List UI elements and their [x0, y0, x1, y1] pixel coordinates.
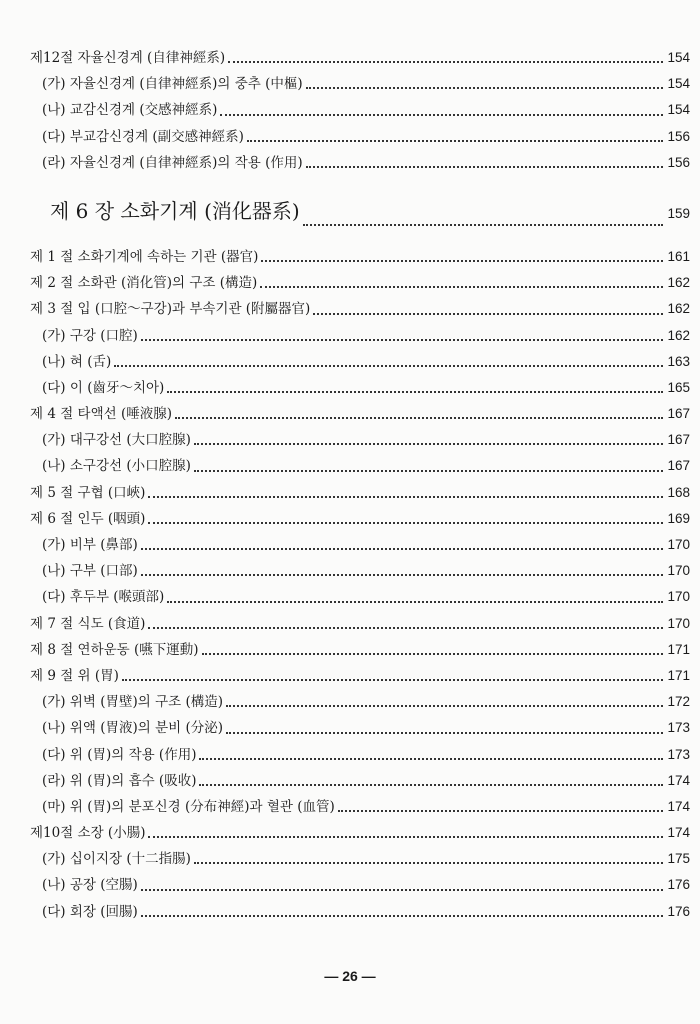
toc-entry-label: 제 5 절 구협 (口峽) [30, 484, 146, 501]
toc-entry-label: (다) 부교감신경계 (副交感神經系) [42, 128, 244, 145]
toc-entry-section [30, 270, 690, 296]
dot-leader [260, 286, 663, 288]
toc-entry-page-number: 156 [667, 154, 690, 170]
toc-entry-label: (다) 후두부 (喉頭部) [42, 589, 165, 606]
toc-entry-sub [30, 97, 690, 123]
dot-leader [148, 496, 663, 498]
dot-leader [303, 224, 664, 226]
toc-entry-section [30, 611, 690, 637]
dot-leader [202, 653, 664, 655]
dot-leader [141, 548, 664, 550]
dot-leader [226, 732, 663, 734]
toc-entry-label: (나) 위액 (胃液)의 분비 (分泌) [42, 720, 224, 737]
toc-entry-section [30, 244, 690, 270]
toc-entry-page-number: 176 [667, 877, 690, 893]
toc-entry-sub [30, 899, 690, 925]
dot-leader [261, 260, 663, 262]
dot-leader [148, 522, 663, 524]
toc-entry-page-number: 172 [667, 694, 690, 710]
toc-entry-page-number: 175 [667, 851, 690, 867]
dot-leader [167, 601, 663, 603]
toc-entry-label: (나) 공장 (空腸) [42, 877, 138, 894]
dot-leader [338, 810, 664, 812]
toc-entry-page-number: 170 [667, 563, 690, 579]
page-number-footer: — 26 — [324, 968, 376, 984]
toc-entry-sub [30, 150, 690, 176]
dot-leader [148, 627, 663, 629]
toc-entry-section [30, 820, 690, 846]
toc-entry-label: (라) 자율신경계 (自律神經系)의 작용 (作用) [42, 154, 303, 171]
toc-entry-section [30, 506, 690, 532]
dot-leader [148, 836, 663, 838]
dot-leader [199, 784, 663, 786]
toc-entry-section [30, 637, 690, 663]
toc-entry-page-number: 170 [667, 589, 690, 605]
toc-entry-sub [30, 453, 690, 479]
toc-entry-label: (가) 십이지장 (十二指腸) [42, 851, 191, 868]
toc-entry-page-number: 167 [667, 432, 690, 448]
toc-entry-page-number: 159 [667, 205, 690, 221]
toc-entry-sub [30, 349, 690, 375]
dot-leader [194, 443, 664, 445]
toc-entry-label: 제12절 자율신경계 (自律神經系) [30, 50, 226, 66]
toc-entry-label: (나) 혀 (舌) [42, 353, 112, 370]
dot-leader [247, 140, 664, 142]
toc-entry-label: (가) 대구강선 (大口腔腺) [42, 432, 191, 449]
toc-entry-page-number: 174 [667, 825, 690, 841]
toc-entry-sub [30, 689, 690, 715]
dot-leader [199, 758, 663, 760]
toc-entry-page-number: 165 [667, 379, 690, 395]
toc-entry-page-number: 154 [667, 102, 690, 118]
dot-leader [167, 391, 663, 393]
toc-entry-page-number: 167 [667, 458, 690, 474]
dot-leader [141, 339, 664, 341]
toc-entry-label: (나) 소구강선 (小口腔腺) [42, 458, 191, 475]
table-of-contents [30, 45, 690, 925]
toc-entry-page-number: 174 [667, 772, 690, 788]
dot-leader [141, 889, 664, 891]
dot-leader [141, 915, 664, 917]
toc-entry-sub [30, 124, 690, 150]
toc-entry-section [30, 45, 690, 71]
dot-leader [175, 417, 663, 419]
toc-entry-label: (다) 위 (胃)의 작용 (作用) [42, 746, 197, 763]
toc-entry-page-number: 154 [667, 50, 690, 65]
toc-entry-page-number: 167 [667, 406, 690, 422]
toc-entry-section [30, 480, 690, 506]
toc-entry-label: 제 7 절 식도 (食道) [30, 615, 146, 632]
toc-entry-page-number: 156 [667, 128, 690, 144]
dot-leader [114, 365, 663, 367]
toc-entry-page-number: 170 [667, 537, 690, 552]
toc-entry-sub [30, 427, 690, 453]
toc-entry-label: (나) 교감신경계 (交感神經系) [42, 102, 218, 119]
toc-entry-sub [30, 715, 690, 741]
toc-entry-page-number: 168 [667, 484, 690, 500]
toc-entry-label: 제 4 절 타액선 (唾液腺) [30, 406, 172, 423]
toc-entry-label: (가) 비부 (鼻部) [42, 537, 138, 553]
toc-entry-label: 제 6 절 인두 (咽頭) [30, 510, 146, 527]
toc-entry-page-number: 173 [667, 720, 690, 736]
toc-entry-label: (가) 위벽 (胃壁)의 구조 (構造) [42, 694, 224, 711]
toc-entry-page-number: 171 [667, 641, 690, 657]
toc-entry-label: (가) 자율신경계 (自律神經系)의 중추 (中樞) [42, 76, 303, 93]
toc-entry-page-number: 174 [667, 798, 690, 814]
toc-entry-sub [30, 742, 690, 768]
dot-leader [226, 705, 663, 707]
toc-entry-section [30, 663, 690, 689]
dot-leader [313, 313, 663, 315]
toc-entry-section [30, 401, 690, 427]
toc-entry-page-number: 154 [667, 76, 690, 92]
toc-entry-label: (라) 위 (胃)의 흡수 (吸收) [42, 772, 197, 789]
dot-leader [141, 574, 664, 576]
toc-entry-page-number: 173 [667, 746, 690, 762]
toc-entry-sub [30, 872, 690, 898]
toc-entry-label: 제 6 장 소화기계 (消化器系) [50, 198, 300, 223]
toc-entry-sub [30, 846, 690, 872]
toc-entry-label: (마) 위 (胃)의 분포신경 (分布神經)과 혈관 (血管) [42, 798, 335, 815]
toc-entry-sub [30, 375, 690, 401]
dot-leader [220, 114, 663, 116]
toc-entry-section [30, 296, 690, 322]
toc-entry-page-number: 161 [667, 248, 690, 264]
toc-entry-page-number: 176 [667, 903, 690, 919]
toc-entry-sub [30, 71, 690, 97]
toc-entry-page-number: 163 [667, 353, 690, 369]
toc-entry-label: (다) 이 (齒牙～치아) [42, 379, 165, 396]
toc-entry-label: 제 3 절 입 (口腔～구강)과 부속기관 (附屬器官) [30, 301, 311, 318]
toc-entry-sub [30, 532, 690, 558]
toc-entry-label: (가) 구강 (口腔) [42, 327, 138, 344]
toc-entry-sub [30, 584, 690, 610]
toc-entry-page-number: 170 [667, 615, 690, 631]
toc-entry-label: 제 8 절 연하운동 (嚥下運動) [30, 641, 199, 658]
toc-entry-label: 제 1 절 소화기계에 속하는 기관 (器官) [30, 248, 259, 265]
toc-entry-label: (다) 회장 (回腸) [42, 903, 138, 920]
toc-entry-chapter [30, 188, 690, 234]
dot-leader [228, 61, 663, 63]
toc-entry-page-number: 171 [667, 667, 690, 683]
toc-entry-sub [30, 768, 690, 794]
toc-entry-label: 제 2 절 소화관 (消化管)의 구조 (構造) [30, 275, 258, 292]
toc-entry-sub [30, 323, 690, 349]
toc-entry-page-number: 162 [667, 327, 690, 343]
toc-entry-label: (나) 구부 (口部) [42, 563, 138, 580]
dot-leader [306, 87, 664, 89]
toc-entry-sub [30, 558, 690, 584]
toc-entry-label: 제10절 소장 (小腸) [30, 825, 146, 842]
dot-leader [122, 679, 664, 681]
toc-entry-label: 제 9 절 위 (胃) [30, 667, 119, 684]
dot-leader [194, 470, 664, 472]
toc-entry-page-number: 162 [667, 301, 690, 317]
toc-entry-sub [30, 794, 690, 820]
toc-entry-page-number: 162 [667, 275, 690, 291]
dot-leader [194, 862, 664, 864]
toc-entry-page-number: 169 [667, 510, 690, 526]
dot-leader [306, 166, 664, 168]
